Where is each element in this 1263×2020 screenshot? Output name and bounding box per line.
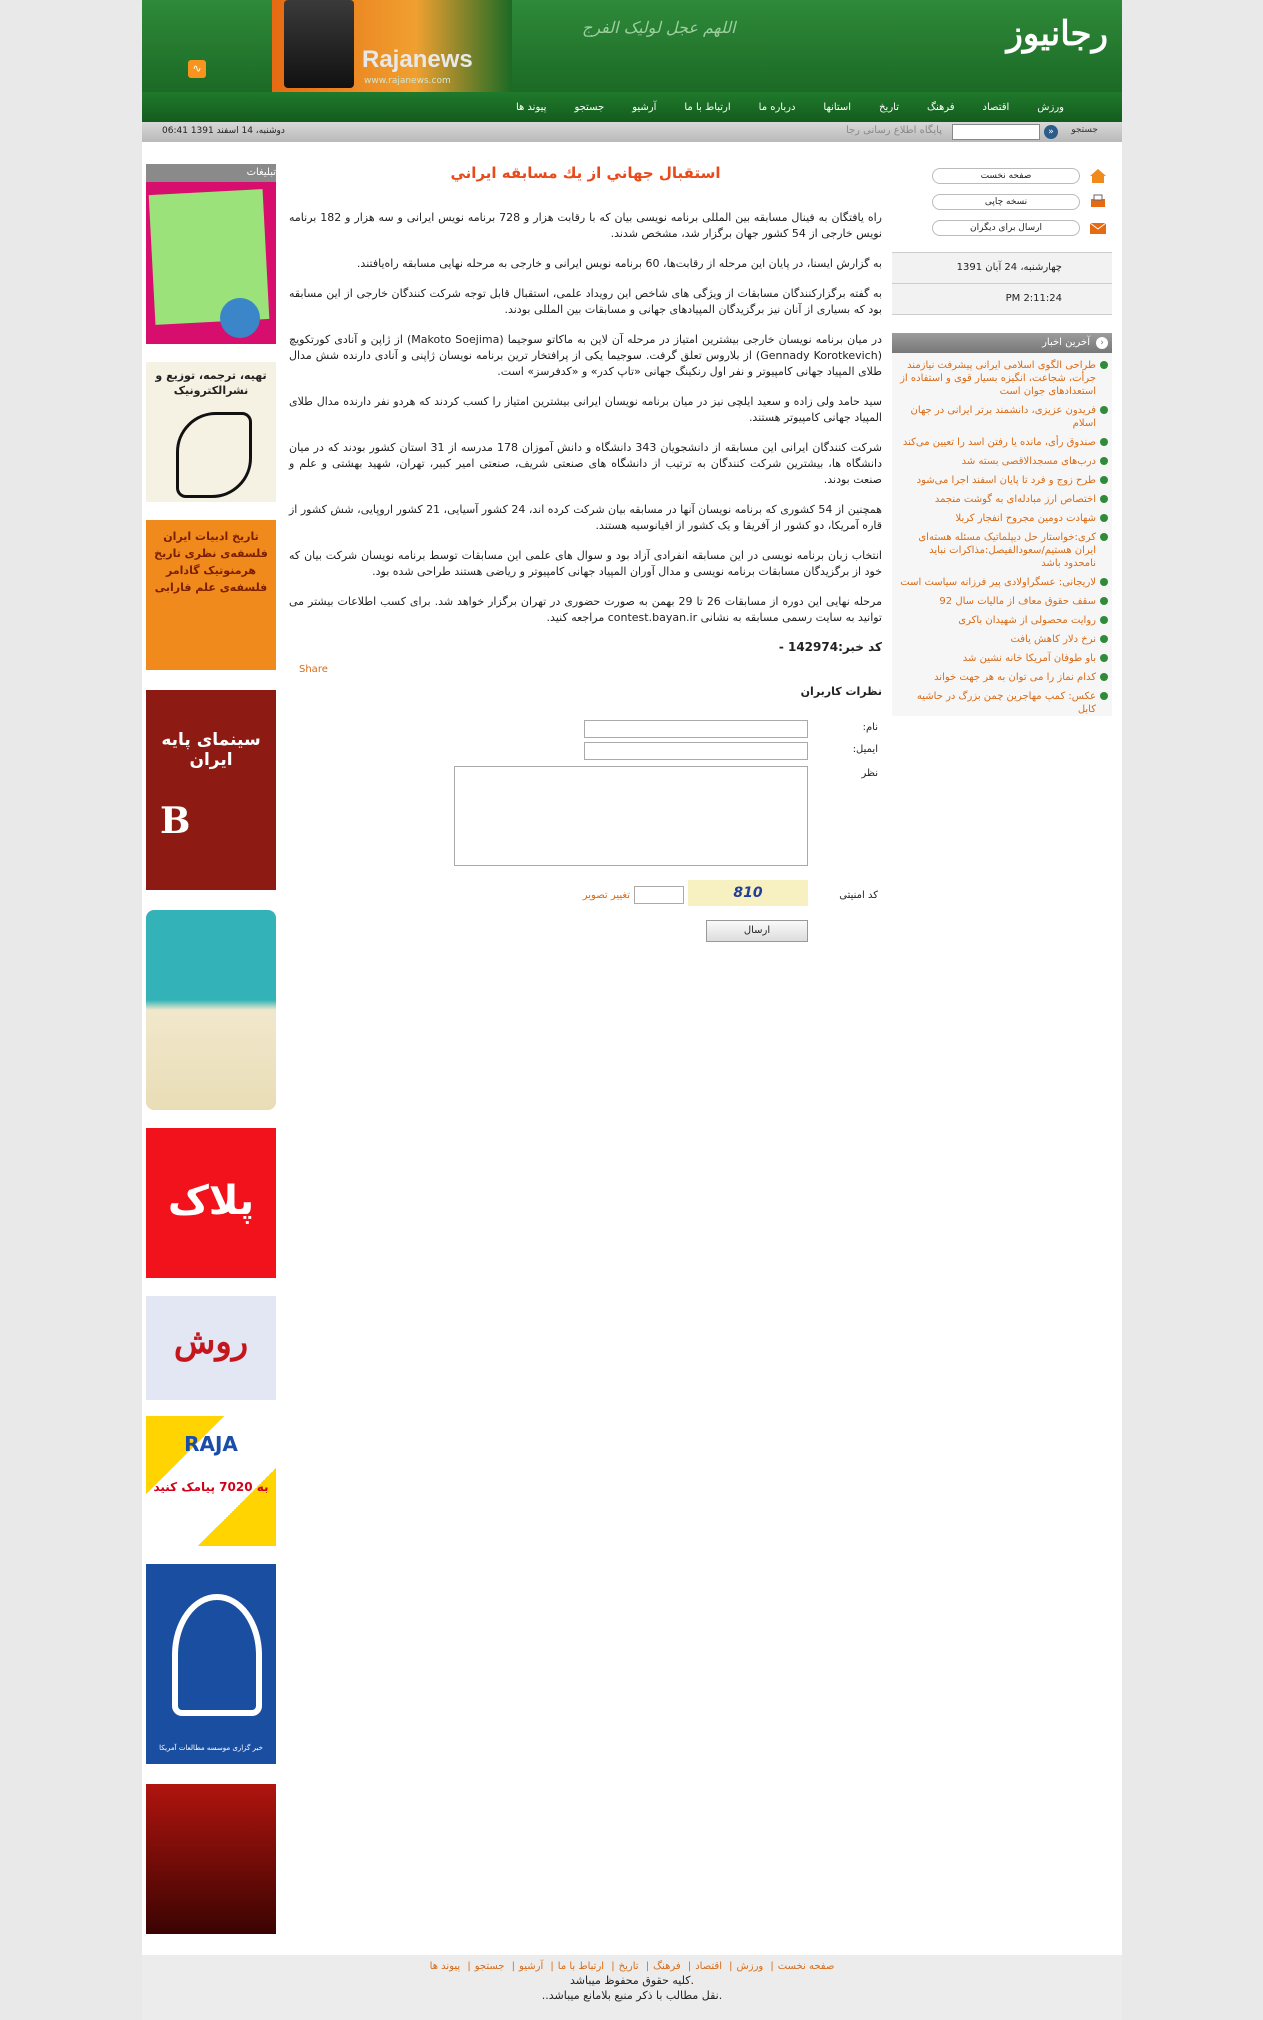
tool-print[interactable]	[892, 190, 1112, 216]
article-paragraph: در میان برنامه نویسان خارجی بیشترین امتیاز در مرحله آن لاین به ماکاتو سوجیما (Makoto Soejima) از ژاپن و آنادی کورتکویچ (Gennady Korotkevich) از بلاروس تعلق گرفت. سوجیما یکی از پرافتخار ترین برنامه نویسان ژاپنی و آنادی دارنده شش مدال طلای المپیاد جهانی کامپیوتر و نفر اول رنکینگ جهانی «تاپ کدر» و «کدفرسز» است.	[289, 333, 883, 378]
tool-print-label: نسخه چاپی	[932, 194, 1080, 210]
article-paragraph: همچنین از 54 کشوری که برنامه نویسان آنها در مسابقه بیان شرکت کرده اند، 24 کشور آسیایی، 21 کشور اروپایی، شش کشور از قاره آمریکا، دو کشور از آفریقا و یک کشور از اقیانوسیه هستند.	[289, 503, 882, 532]
ad-philosophy-text: تاریخ ادبیات ایران فلسفه‌ی نظری تاریخ هرمنوتیک گادامر فلسفه‌ی علم فارابی	[154, 530, 268, 594]
latest-news-item[interactable]: سقف حقوق معاف از مالیات سال 92	[896, 595, 1108, 608]
ad-raja-sms[interactable]	[146, 1416, 276, 1546]
article-paragraph: سید حامد ولی زاده و سعید ایلچی نیز در میان برنامه نویسان ایرانی بیشترین امتیاز را کسب کردند که هردو نفر دارنده مدال طلای المپیاد جهانی کامپیوتر هستند.	[289, 395, 882, 424]
ad-pelak-text: پلاک	[167, 1178, 255, 1224]
header-banner	[142, 0, 1122, 92]
captcha-label: کد امنیتی	[839, 890, 878, 901]
footer-link[interactable]: فرهنگ	[653, 1961, 681, 1972]
ads-column	[146, 164, 276, 1752]
nav-item-links[interactable]: پیوند ها	[515, 101, 547, 113]
brand-url: www.rajanews.com	[364, 76, 451, 86]
article-paragraph: انتخاب زبان برنامه نویسی در این مسابقه انفرادی آزاد بود و سوال های علمی این مسابقات توسط برنامه نویسان شرکت بیان که خود از برگزیدگان مسابقات برنامه نویسی و مدال آوران المپیاد جهانی کامپیوتر و ریاضی هستند طراحی شده بود.	[289, 549, 882, 578]
footer-link[interactable]: تاریخ	[618, 1961, 639, 1972]
comments-title: نظرات کاربران	[800, 685, 882, 698]
rss-icon[interactable]: ∿	[188, 60, 206, 78]
footer-link[interactable]: جستجو	[474, 1961, 505, 1972]
nav-item-archive[interactable]: آرشیو	[632, 101, 657, 113]
nav-item-provinces[interactable]: استانها	[823, 101, 852, 113]
article-paragraph: مرحله نهایی این دوره از مسابقات 26 تا 29 بهمن به صورت حضوری در تهران برگزار خواهد شد. برای کسب اطلاعات بیشتر می توانید به سایت رسمی مسابقه به نشانی contest.bayan.ir مراجعه کنید.	[289, 595, 882, 624]
latest-news-item[interactable]: درب‌های مسجدالاقصی بسته شد	[896, 455, 1108, 468]
comment-form	[289, 698, 882, 958]
citation-text: .نقل مطالب با ذکر منبع بلامانع میباشد..	[541, 1989, 723, 2002]
article-time: 2:11:24 PM	[892, 284, 1112, 315]
search-go-icon[interactable]: »	[1044, 125, 1058, 139]
ad-translation[interactable]	[146, 362, 276, 502]
nav-item-search[interactable]: جستجو	[574, 101, 605, 113]
latest-news-item[interactable]: نرخ دلار کاهش یافت	[896, 633, 1108, 646]
ad-philosophy[interactable]	[146, 520, 276, 670]
ad-cinema-letter: B	[160, 800, 191, 842]
article-paragraph: به گزارش ایسنا، در پایان این مرحله از رقابت‌ها، 60 برنامه نویس ایرانی و خارجی به مرحله نهایی مسابقه راه‌یافتند.	[356, 257, 882, 270]
nav-item-economy[interactable]: اقتصاد	[982, 101, 1010, 113]
ad-cinema[interactable]	[146, 690, 276, 890]
footer-link[interactable]: آرشیو	[519, 1961, 544, 1972]
tool-send-label: ارسال برای دیگران	[932, 220, 1080, 236]
ad-ravesh[interactable]	[146, 1296, 276, 1400]
email-field[interactable]	[584, 742, 808, 760]
site-logo[interactable]: رجانیوز	[1006, 14, 1108, 54]
captcha-input[interactable]	[634, 886, 684, 904]
ad-america-emblem	[172, 1594, 262, 1716]
header-slogan: اللهم عجل لولیک الفرج	[582, 18, 736, 37]
name-field[interactable]	[584, 720, 808, 738]
latest-news-item[interactable]: باو طوفان آمریکا خانه نشین شد	[896, 652, 1108, 665]
ads-title: تبلیغات	[146, 164, 276, 182]
latest-news-item[interactable]: کدام نماز را می توان به هر جهت خواند	[896, 671, 1108, 684]
ad-pelak[interactable]	[146, 1128, 276, 1278]
news-code: کد خبر:142974 -	[778, 640, 882, 654]
comment-label: نظر	[861, 768, 878, 779]
footer	[142, 1955, 1122, 2020]
latest-news-item[interactable]: طرح زوج و فرد تا پایان اسفند اجرا می‌شود	[896, 474, 1108, 487]
ad-raja-text: RAJA	[184, 1432, 238, 1456]
name-label: نام:	[862, 722, 878, 733]
ad-red[interactable]	[146, 1784, 276, 1934]
email-label: ایمیل:	[852, 744, 878, 755]
footer-link[interactable]: ارتباط با ما	[557, 1961, 605, 1972]
share-link[interactable]: Share	[299, 664, 328, 675]
mail-icon	[1088, 218, 1108, 238]
submit-button[interactable]: ارسال	[706, 920, 808, 942]
ad-sms-text: به 7020 پیامک کنید	[153, 1480, 269, 1494]
footer-links: صفحه نخست| ورزش| اقتصاد| فرهنگ| تاریخ| ارتباط با ما| آرشیو| جستجو| پیوند ها	[429, 1961, 835, 1972]
latest-news-item[interactable]: اختصاص ارز مبادله‌ای به گوشت منجمد	[896, 493, 1108, 506]
home-icon	[1088, 166, 1108, 186]
ad-america-text: خبر گزاری موسسه مطالعات آمریکا	[159, 1744, 263, 1752]
date-box	[892, 252, 1112, 315]
latest-news-item[interactable]: صندوق رأی، مانده یا رفتن اسد را تعیین می‌کند	[896, 436, 1108, 449]
footer-link[interactable]: ورزش	[736, 1961, 764, 1972]
tool-home-label: صفحه نخست	[932, 168, 1080, 184]
ad-beach[interactable]	[146, 910, 276, 1110]
print-icon	[1088, 192, 1108, 212]
nav-item-about[interactable]: درباره ما	[758, 101, 796, 113]
search-input[interactable]	[952, 124, 1040, 140]
footer-link[interactable]: پیوند ها	[429, 1961, 461, 1972]
right-column	[892, 164, 1112, 722]
search-label: جستجو	[1071, 125, 1098, 135]
article-paragraph: راه یافتگان به فینال مسابقه بین المللی برنامه نویسی بیان که با رقابت هزار و 728 برنامه نویس ایرانی و سه هزار و 182 برنامه نویس خارجی از 54 کشور جهان برگزار شد، مشخص شدند.	[289, 211, 882, 240]
calligraphy-logo	[176, 412, 252, 498]
latest-news	[892, 333, 1112, 716]
latest-news-item[interactable]: شهادت دومین مجروح انفجار کربلا	[896, 512, 1108, 525]
sub-bar	[142, 122, 1122, 142]
article-title: استقبال جهاني از يك مسابقه ايراني	[450, 164, 721, 182]
comment-textarea[interactable]	[454, 766, 808, 866]
nav-item-sports[interactable]: ورزش	[1037, 101, 1064, 113]
latest-news-list	[892, 353, 1112, 716]
latest-news-header	[892, 333, 1112, 353]
latest-news-item[interactable]: لاریجانی: عسگراولادی پیر فرزانه سیاست است	[896, 576, 1108, 589]
latest-news-item[interactable]: طراحی الگوی اسلامی ایرانی پیشرفت نیازمند جرأت، شجاعت، انگیزه بسیار قوی و استفاده از استعدادهای جوان است	[896, 359, 1108, 398]
globe-icon	[220, 298, 260, 338]
footer-link[interactable]: اقتصاد	[695, 1961, 722, 1972]
brand-name: Rajanews	[362, 46, 473, 73]
subbar-tagline: پایگاه اطلاع رسانی رجا	[845, 125, 942, 136]
page	[142, 0, 1122, 2020]
tool-send[interactable]	[892, 216, 1112, 242]
latest-news-item[interactable]: کری:خواستار حل دیپلماتیک مسئله هسته‌ای ایران هستیم/سعودالفیصل:مذاکرات نباید نامحدود باشد	[896, 531, 1108, 570]
latest-news-title: آخرین اخبار	[1042, 337, 1090, 348]
ad-ravesh-text: روش	[173, 1322, 249, 1362]
nav-item-culture[interactable]: فرهنگ	[927, 101, 955, 113]
ad-green[interactable]	[146, 182, 276, 344]
nav-item-history[interactable]: تاریخ	[879, 101, 899, 113]
latest-news-item[interactable]: روایت محصولی از شهیدان باکری	[896, 614, 1108, 627]
main-nav	[142, 92, 1122, 122]
article-date: چهارشنبه، 24 آبان 1391	[892, 253, 1112, 284]
change-captcha-link[interactable]: تغییر تصویر	[582, 890, 630, 901]
tool-home[interactable]	[892, 164, 1112, 190]
ad-america[interactable]	[146, 1564, 276, 1764]
ad-translation-text: تهیه، ترجمه، توزیع و نشرالکترونیک	[155, 369, 267, 397]
article	[289, 164, 882, 958]
captcha-image: 810	[688, 880, 808, 906]
article-paragraph: شرکت کنندگان ایرانی این مسابقه از دانشجویان 343 دانشگاه و دانش آموزان 178 مدرسه از 31 استان کشور بودند که در میان دانشگاه ها، بیشترین شرکت کنندگان به ترتیب از دانشگاه های صنعتی شریف، صنعتی امیر کبیر، تهران، شهید بهشتی و علم و صنعت بودند.	[289, 441, 882, 486]
ad-cinema-text: سینمای پایه ایران	[161, 730, 261, 770]
latest-news-item[interactable]: فریدون عزیزی، دانشمند برتر ایرانی در جهان اسلام	[896, 404, 1108, 430]
nav-item-contact[interactable]: ارتباط با ما	[684, 101, 731, 113]
current-date: دوشنبه، 14 اسفند 1391 06:41	[162, 126, 285, 136]
footer-link[interactable]: صفحه نخست	[777, 1961, 835, 1972]
chevron-icon: ‹	[1096, 337, 1108, 349]
header-portrait	[284, 0, 354, 88]
copyright-text: .کلیه حقوق محفوظ میباشد	[570, 1974, 694, 1987]
latest-news-item[interactable]: عکس: کمپ مهاجرین چمن بزرگ در حاشیه کابل	[896, 690, 1108, 716]
article-paragraph: به گفته برگزارکنندگان مسابقات از ویژگی های شاخص این رویداد علمی، استقبال قابل توجه شرکت کنندگان خارجی از این مسابقه بود که بسیاری از آنان نیز برگزیدگان المپیادهای جهانی و مسابقات بین المللی بودند.	[289, 287, 882, 316]
